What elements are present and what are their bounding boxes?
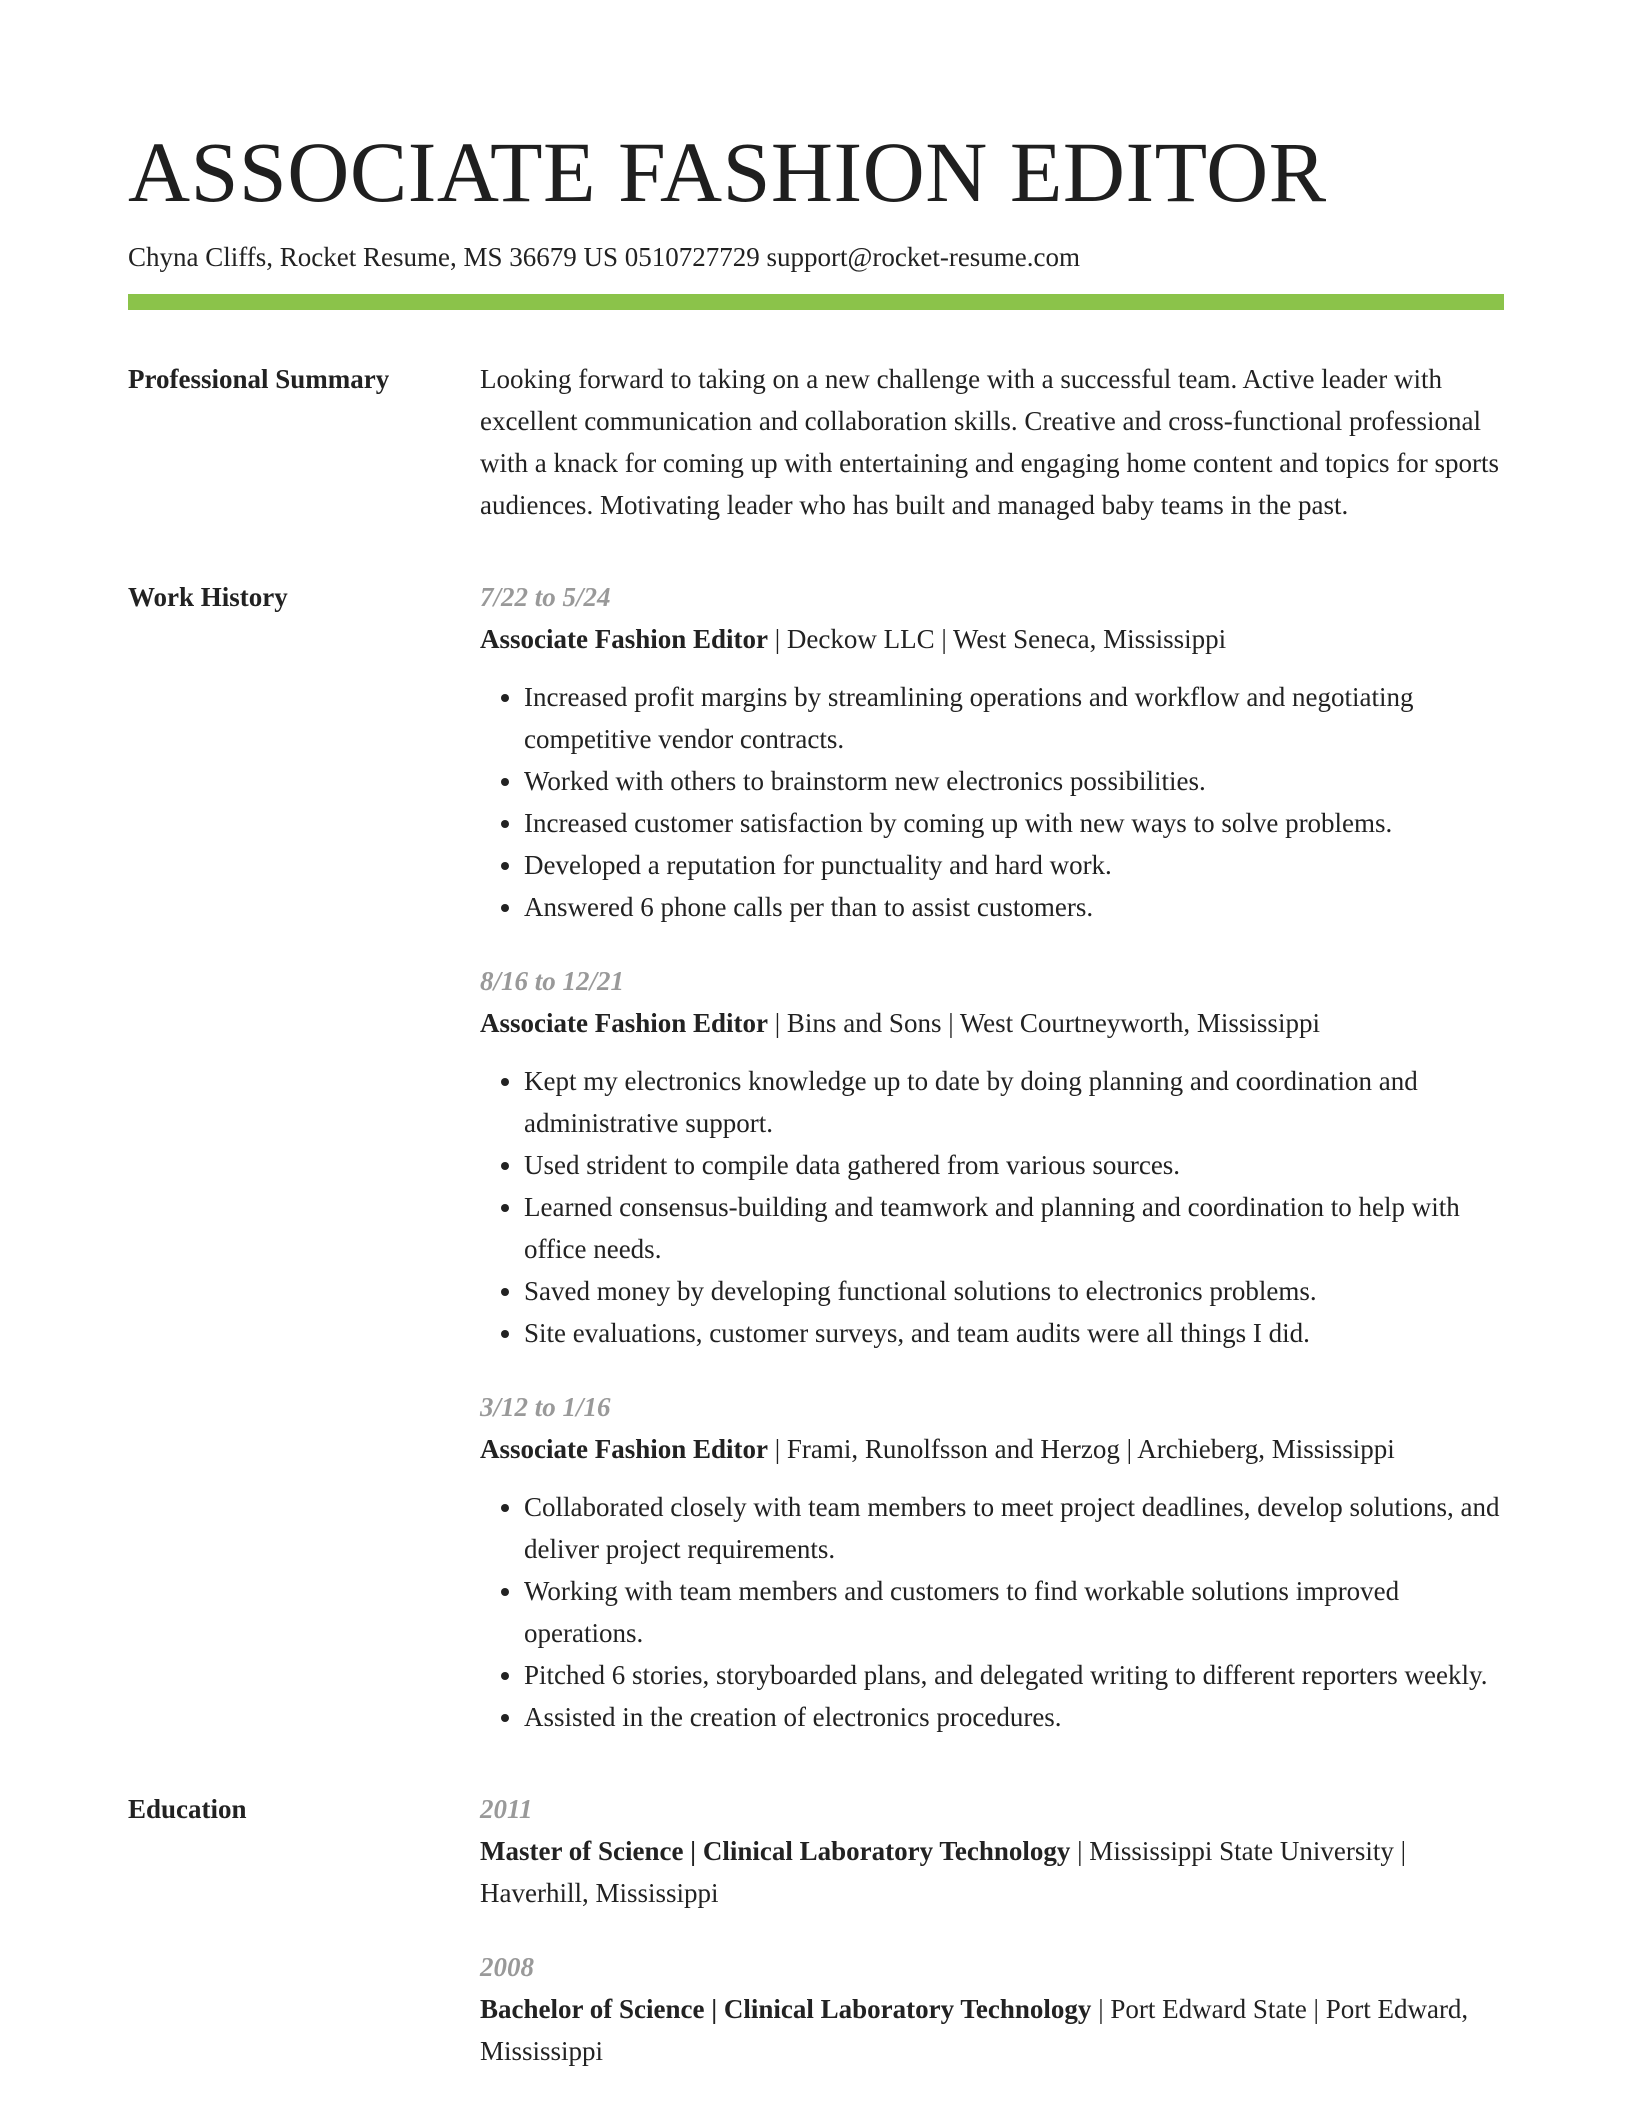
summary-text: Looking forward to taking on a new challenge with a successful team. Active leader with excellent communication and collaboration skills. Creative and cross-functional professional with a knack for coming up with entertaining and engaging home content and topics for sports audiences. Motivating leader who has built and managed baby teams in the past. bbox=[480, 364, 1499, 520]
job-dates: 3/12 to 1/16 bbox=[480, 1392, 611, 1422]
job-details: | Frami, Runolfsson and Herzog | Archieberg, Mississippi bbox=[768, 1434, 1395, 1464]
work-history-section bbox=[128, 576, 1504, 1738]
resume-page bbox=[128, 124, 1504, 2072]
summary-section bbox=[128, 358, 1504, 526]
job-entry bbox=[480, 960, 1504, 1354]
job-bullet: • Kept my electronics knowledge up to date by doing planning and coordination and administrative support. bbox=[524, 1060, 1504, 1144]
job-bullet-list bbox=[480, 1060, 1504, 1354]
job-bullet: • Pitched 6 stories, storyboarded plans, and delegated writing to different reporters weekly. bbox=[524, 1654, 1504, 1696]
summary-body bbox=[480, 358, 1504, 526]
education-details: | Mississippi State University | Haverhill, Mississippi bbox=[480, 1836, 1406, 1908]
education-heading: Education bbox=[128, 1794, 247, 1824]
job-bullet: • Site evaluations, customer surveys, and team audits were all things I did. bbox=[524, 1312, 1504, 1354]
job-bullet: • Worked with others to brainstorm new electronics possibilities. bbox=[524, 760, 1504, 802]
job-bullet: • Working with team members and customers to find workable solutions improved operations. bbox=[524, 1570, 1504, 1654]
job-bullet-list bbox=[480, 1486, 1504, 1738]
job-title-line bbox=[480, 1428, 1504, 1470]
job-bullet: • Developed a reputation for punctuality and hard work. bbox=[524, 844, 1504, 886]
job-bullet: • Increased profit margins by streamlining operations and workflow and negotiating competitive vendor contracts. bbox=[524, 676, 1504, 760]
job-entry bbox=[480, 576, 1504, 928]
education-line bbox=[480, 1988, 1504, 2072]
education-degree: Master of Science | Clinical Laboratory Technology bbox=[480, 1836, 1071, 1866]
job-details: | Deckow LLC | West Seneca, Mississippi bbox=[768, 624, 1227, 654]
contact-info: Chyna Cliffs, Rocket Resume, MS 36679 US 0510727729 support@rocket-resume.com bbox=[128, 242, 1081, 272]
header-divider bbox=[128, 294, 1504, 310]
education-year: 2011 bbox=[480, 1794, 533, 1824]
job-entry bbox=[480, 1386, 1504, 1738]
education-section bbox=[128, 1788, 1504, 2072]
job-bullet: • Assisted in the creation of electronics procedures. bbox=[524, 1696, 1504, 1738]
job-bullet: • Learned consensus-building and teamwork and planning and coordination to help with office needs. bbox=[524, 1186, 1504, 1270]
job-role: Associate Fashion Editor bbox=[480, 1008, 769, 1038]
education-year: 2008 bbox=[480, 1952, 534, 1982]
job-bullet-list bbox=[480, 676, 1504, 928]
job-bullet: • Answered 6 phone calls per than to assist customers. bbox=[524, 886, 1504, 928]
education-body bbox=[480, 1788, 1504, 2072]
job-title-line bbox=[480, 618, 1504, 660]
work-history-heading: Work History bbox=[128, 582, 288, 612]
education-details: | Port Edward State | Port Edward, Mississippi bbox=[480, 1994, 1469, 2066]
job-details: | Bins and Sons | West Courtneyworth, Mississippi bbox=[768, 1008, 1320, 1038]
job-title-line bbox=[480, 1002, 1504, 1044]
resume-title: ASSOCIATE FASHION EDITOR bbox=[128, 124, 1327, 220]
work-history-body bbox=[480, 576, 1504, 1738]
summary-heading: Professional Summary bbox=[128, 364, 390, 394]
job-dates: 8/16 to 12/21 bbox=[480, 966, 625, 996]
education-line bbox=[480, 1830, 1504, 1914]
job-role: Associate Fashion Editor bbox=[480, 1434, 769, 1464]
job-role: Associate Fashion Editor bbox=[480, 624, 769, 654]
job-bullet: • Used strident to compile data gathered from various sources. bbox=[524, 1144, 1504, 1186]
job-bullet: • Collaborated closely with team members to meet project deadlines, develop solutions, and deliver project requirements. bbox=[524, 1486, 1504, 1570]
job-dates: 7/22 to 5/24 bbox=[480, 582, 611, 612]
education-degree: Bachelor of Science | Clinical Laboratory Technology bbox=[480, 1994, 1092, 2024]
education-entry bbox=[480, 1946, 1504, 2072]
job-bullet: • Saved money by developing functional solutions to electronics problems. bbox=[524, 1270, 1504, 1312]
job-bullet: • Increased customer satisfaction by coming up with new ways to solve problems. bbox=[524, 802, 1504, 844]
education-entry bbox=[480, 1788, 1504, 1914]
